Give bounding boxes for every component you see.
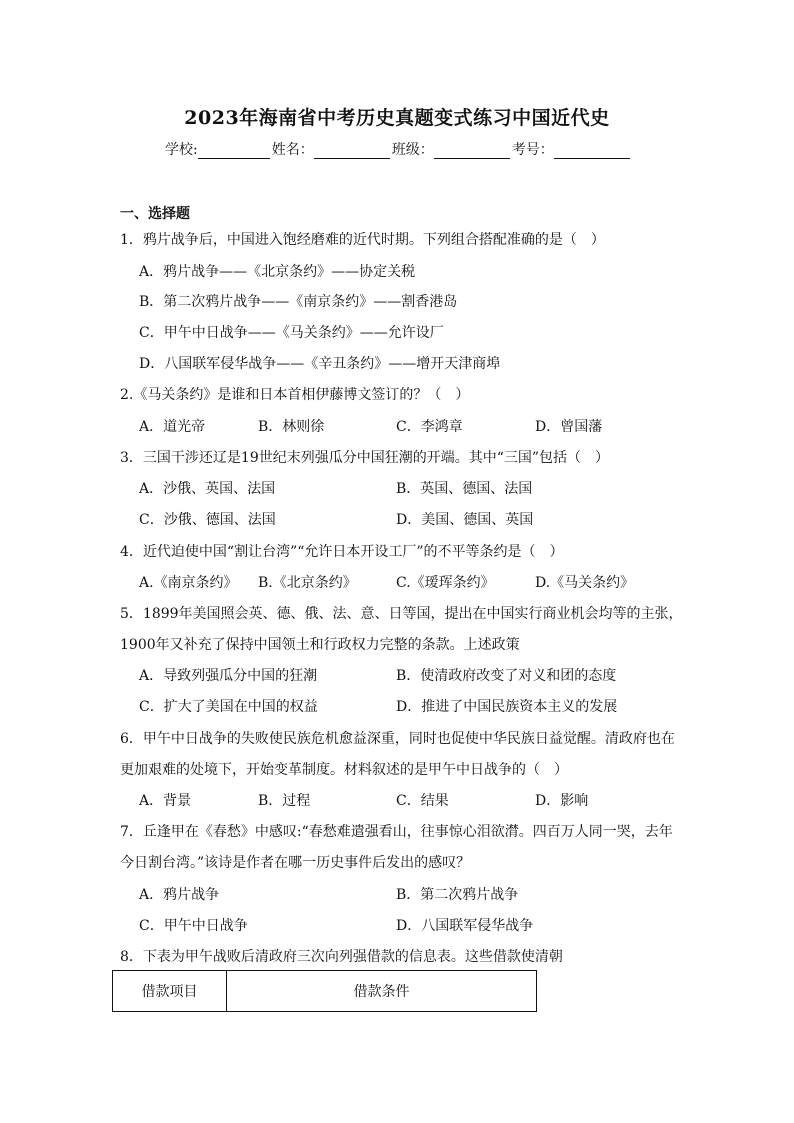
question-5-option-a: A．导致列强瓜分中国的狂潮 xyxy=(139,668,318,684)
question-8-stem: 8．下表为甲午战败后清政府三次向列强借款的信息表。这些借款使清朝 xyxy=(120,949,563,965)
question-5-stem-line-1: 5．1899年美国照会英、德、俄、法、意、日等国，提出在中国实行商业机会均等的主张， xyxy=(120,606,683,622)
question-5-stem-line-2: 1900年又补充了保持中国领土和行政权力完整的条款。上述政策 xyxy=(120,637,520,653)
question-6-option-c: C．结果 xyxy=(396,793,449,809)
question-6-option-d: D．影响 xyxy=(535,793,589,809)
question-1-stem: 1．鸦片战争后，中国进入饱经磨难的近代时期。下列组合搭配准确的是（ ） xyxy=(120,232,605,248)
page-title: 2023年海南省中考历史真题变式练习中国近代史 xyxy=(184,107,610,129)
question-4-option-a: A.《南京条约》 xyxy=(139,575,238,591)
question-5-option-b: B．使清政府改变了对义和团的态度 xyxy=(396,668,617,684)
question-1-option-a: A．鸦片战争——《北京条约》——协定关税 xyxy=(139,264,416,280)
class-label: 班级： xyxy=(391,142,434,158)
section-heading: 一、选择题 xyxy=(120,206,190,222)
question-4-option-d: D.《马关条约》 xyxy=(535,575,635,591)
question-7-option-c: C．甲午中日战争 xyxy=(139,918,248,934)
student-info-row xyxy=(165,139,645,159)
class-blank xyxy=(434,144,510,159)
question-3-option-b: B．英国、德国、法国 xyxy=(396,481,533,497)
question-7-option-d: D．八国联军侵华战争 xyxy=(396,918,534,934)
question-2-stem: 2.《马关条约》是谁和日本首相伊藤博文签订的？（ ） xyxy=(120,387,470,403)
question-6-stem-line-1: 6．甲午中日战争的失败使民族危机愈益深重，同时也促使中华民族日益觉醒。清政府也在 xyxy=(120,731,675,747)
question-3-option-d: D．美国、德国、英国 xyxy=(396,512,534,528)
question-6-option-a: A．背景 xyxy=(139,793,192,809)
question-1-option-d: D．八国联军侵华战争——《辛丑条约》——增开天津商埠 xyxy=(139,356,501,372)
table-header-loan-item: 借款项目 xyxy=(113,971,227,1011)
name-label: 姓名： xyxy=(271,142,314,158)
question-7-stem-line-2: 今日割台湾。”该诗是作者在哪一历史事件后发出的感叹？ xyxy=(120,855,471,871)
exam-no-blank xyxy=(554,144,630,159)
question-5-option-c: C．扩大了美国在中国的权益 xyxy=(139,699,318,715)
question-3-stem: 3．三国干涉还辽是19世纪末列强瓜分中国狂潮的开端。其中“三国”包括（ ） xyxy=(120,450,610,466)
question-2-option-a: A．道光帝 xyxy=(139,419,206,435)
table-header-loan-terms: 借款条件 xyxy=(353,984,410,1000)
question-2-option-d: D．曾国藩 xyxy=(535,419,603,435)
school-label: 学校: xyxy=(165,142,198,158)
question-5-option-d: D．推进了中国民族资本主义的发展 xyxy=(396,699,618,715)
loan-info-table xyxy=(112,970,537,1012)
name-blank xyxy=(314,144,390,159)
question-2-option-b: B．林则徐 xyxy=(258,419,325,435)
question-4-option-b: B.《北京条约》 xyxy=(258,575,357,591)
question-1-option-c: C．甲午中日战争——《马关条约》——允许设厂 xyxy=(139,325,444,341)
question-3-option-a: A．沙俄、英国、法国 xyxy=(139,481,276,497)
exam-no-label: 考号： xyxy=(511,142,554,158)
question-3-option-c: C．沙俄、德国、法国 xyxy=(139,512,276,528)
question-6-stem-line-2: 更加艰难的处境下，开始变革制度。材料叙述的是甲午中日战争的（ ） xyxy=(120,762,568,778)
question-7-option-a: A．鸦片战争 xyxy=(139,887,220,903)
question-4-stem: 4．近代迫使中国“割让台湾”“允许日本开设工厂”的不平等条约是（ ） xyxy=(120,544,564,560)
question-1-option-b: B．第二次鸦片战争——《南京条约》——割香港岛 xyxy=(139,294,458,310)
question-4-option-c: C.《瑷珲条约》 xyxy=(396,575,495,591)
question-7-option-b: B．第二次鸦片战争 xyxy=(396,887,519,903)
question-6-option-b: B．过程 xyxy=(258,793,311,809)
school-blank xyxy=(198,144,270,159)
question-7-stem-line-1: 7．丘逢甲在《春愁》中感叹:“春愁难遣强看山，往事惊心泪欲潸。四百万人同一哭，去年 xyxy=(120,824,673,840)
question-2-option-c: C．李鸿章 xyxy=(396,419,463,435)
